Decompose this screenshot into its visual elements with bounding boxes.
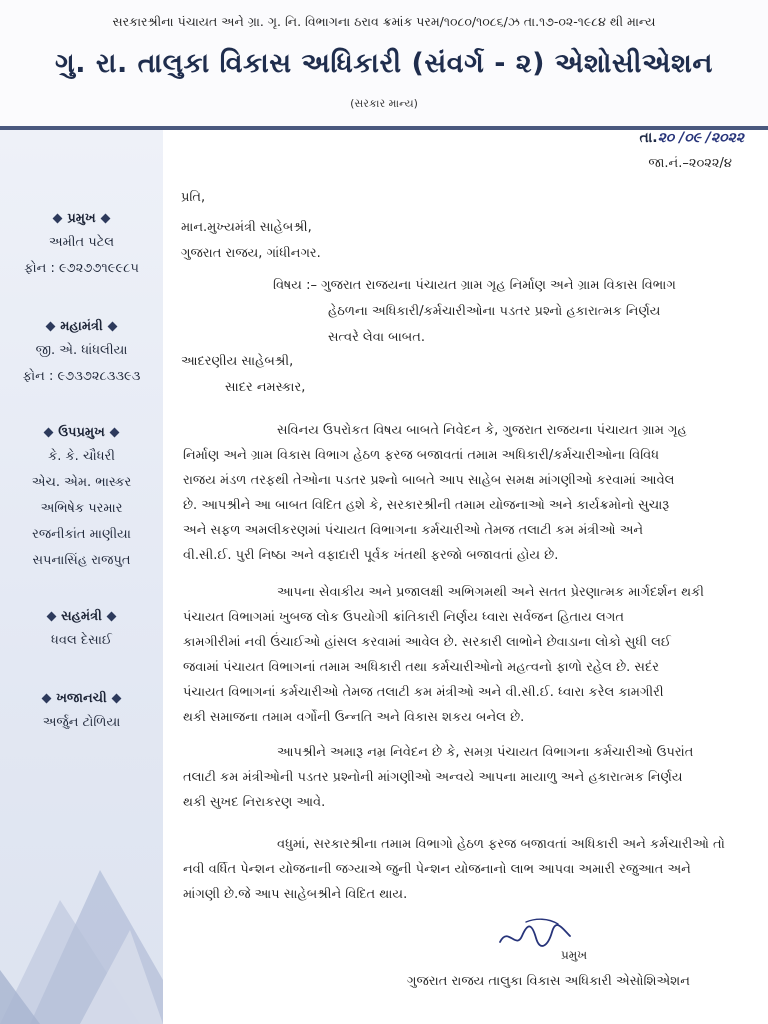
diamond-icon xyxy=(53,214,63,224)
paragraph-line: આપશ્રીને અમારૂ નમ્ર નિવેદન છે કે, સમગ્ર પંચાયત વિભાગના કર્મચારીઓ ઉપરાંત xyxy=(277,745,694,760)
recipient-prefix: પ્રતિ, xyxy=(181,190,206,205)
paragraph-1 xyxy=(183,418,753,568)
treasurer-block xyxy=(0,688,163,736)
paragraph-4 xyxy=(183,832,753,907)
association-title: ગુ. રા. તાલુકા વિકાસ અધિકારી (સંવર્ગ - ૨) એશોસીએશન xyxy=(55,48,713,79)
recognition-line: સરકારશ્રીના પંચાયત અને ગ્રા. ગૃ. નિ. વિભાગના ઠરાવ ક્રમાંક પરમ/૧૦૮૦/૧૦૮૬/ઝ તા.૧૭-૦૨-૧૯૮૪ થી માન્ય xyxy=(112,14,656,29)
letter-date: તા.૨૦ /૦૯ /૨૦૨૨ xyxy=(639,130,744,146)
vice-president-name: કે. કે. ચૌધરી xyxy=(48,449,115,464)
greeting: સાદર નમસ્કાર, xyxy=(225,380,306,395)
joint-secretary-block xyxy=(0,606,163,654)
letterhead xyxy=(0,0,768,130)
vice-president-name: રજનીકાંત માણીયા xyxy=(32,527,131,542)
diamond-icon xyxy=(106,612,116,622)
decorative-triangles xyxy=(0,770,163,1024)
paragraph-line: માંગણી છે.જે આપ સાહેબશ્રીને વિદિત થાય. xyxy=(183,887,408,902)
signatory-role: પ્રમુખ xyxy=(561,948,588,962)
recipient-title: માન.મુખ્યમંત્રી સાહેબશ્રી, xyxy=(181,220,312,235)
paragraph-line: તલાટી કમ મંત્રીઓની પડતર પ્રશ્નોની માંગણીઓ અન્વયે આપના માયાળુ અને હકારાત્મક નિર્ણય xyxy=(183,770,683,785)
vice-president-name: અભિષેક પરમાર xyxy=(40,501,123,516)
president-name: અમીત પટેલ xyxy=(48,235,115,250)
treasurer-role: ખજાનચી xyxy=(0,688,163,710)
paragraph-2 xyxy=(183,580,753,730)
president-phone: ફોન : ૯૭૨૭૭૧૯૯૮૫ xyxy=(24,261,139,276)
secretary-name: જી. એ. ધાંધલીયા xyxy=(35,343,128,358)
secretary-block xyxy=(0,316,163,390)
paragraph-line: થકી સુખદ નિરાકરણ આવે. xyxy=(183,795,326,810)
diamond-icon xyxy=(107,322,117,332)
diamond-icon xyxy=(109,428,119,438)
paragraph-line: જવામાં પંચાયત વિભાગનાં તમામ અધિકારી તથા કર્મચારીઓનો મહત્વનો ફાળો રહેલ છે. સદંર xyxy=(183,660,659,675)
vice-president-name: એચ. એમ. ભાસ્કર xyxy=(31,475,132,490)
president-block xyxy=(0,208,163,282)
diamond-icon xyxy=(46,322,56,332)
signatory-organization: ગુજરાત રાજય તાલુકા વિકાસ અધિકારી એસોશિએશન xyxy=(407,974,690,989)
paragraph-line: નિર્માણ અને ગ્રામ વિકાસ વિભાગ હેઠળ ફરજ બજાવતાં તમામ અધિકારી/કર્મચારીઓના વિવિધ xyxy=(183,448,660,463)
vice-president-block xyxy=(0,422,163,574)
paragraph-line: પંચાયત વિભાગનાં કર્મચારીઓ તેમજ તલાટી કમ મંત્રીઓ અને વી.સી.ઈ. ધ્વારા કરેલ કામગીરી xyxy=(183,685,664,700)
paragraph-line: થકી સમાજના તમામ વર્ગોની ઉન્નતિ અને વિકાસ શકય બનેલ છે. xyxy=(183,710,525,725)
diamond-icon xyxy=(42,694,52,704)
paragraph-line: કામગીરીમાં નવી ઉંચાઈઓ હાંસલ કરવામાં આવેલ છે. સરકારી લાભોને છેવાડાના લોકો સુધી લઈ xyxy=(183,635,671,650)
paragraph-line: રાજય મંડળ તરફથી તેઓના પડતર પ્રશ્નો બાબતે આપ સાહેબ સમક્ષ માંગણીઓ કરવામાં આવેલ xyxy=(183,473,675,488)
joint-secretary-role: સહમંત્રી xyxy=(0,606,163,628)
paragraph-line: વી.સી.ઈ. પુરી નિષ્ઠા અને વફાદારી પૂર્વક ખંતથી ફરજો બજાવતાં હોય છે. xyxy=(183,548,559,563)
office-bearers-sidebar xyxy=(0,130,163,1024)
recipient-address: ગુજરાત રાજય, ગાંધીનગર. xyxy=(181,246,321,261)
paragraph-3 xyxy=(183,740,753,815)
subject-line: હેઠળના અધિકારી/કર્મચારીઓના પડતર પ્રશ્નો હકારાત્મક નિર્ણય xyxy=(328,304,661,319)
paragraph-line: પંચાયત વિભાગમાં ખુબજ લોક ઉપયોગી ક્રાંતિકારી નિર્ણય ધ્વારા સર્વજન હિતાય લગત xyxy=(183,610,624,625)
secretary-role: મહામંત્રી xyxy=(0,316,163,338)
letter-reference-number: જા.નં.–૨૦૨૨/૪ xyxy=(648,156,732,171)
treasurer-name: અર્જુન ટોળિયા xyxy=(42,715,121,730)
vice-president-role: ઉપપ્રમુખ xyxy=(0,422,163,444)
association-subtitle: (સરકાર માન્ય) xyxy=(350,97,418,110)
secretary-phone: ફોન : ૯૭૩૭૨૮૩૩૯૩ xyxy=(22,369,141,384)
paragraph-line: નવી વર્ધિત પેન્શન યોજનાની જગ્યાએ જુની પેન્શન યોજનાનો લાભ આપવા અમારી રજુઆત અને xyxy=(183,862,691,877)
salutation: આદરણીય સાહેબશ્રી, xyxy=(181,354,294,369)
paragraph-line: અને સફળ અમલીકરણમાં પંચાયત વિભાગના કર્મચારીઓ તેમજ તલાટી કમ મંત્રીઓ અને xyxy=(183,523,644,538)
paragraph-line: છે. આપશ્રીને આ બાબત વિદિત હશે કે, સરકારશ્રીની તમામ યોજનાઓ અને કાર્યક્રમોનો સુચારૂ xyxy=(183,498,670,513)
paragraph-line: વધુમાં, સરકારશ્રીના તમામ વિભાગો હેઠળ ફરજ બજાવતાં અધિકારી અને કર્મચારીઓ તો xyxy=(277,837,725,852)
vice-president-name: સપનાસિંહ રાજપુત xyxy=(32,553,131,568)
diamond-icon xyxy=(47,612,57,622)
paragraph-line: આપના સેવાકીય અને પ્રજાલક્ષી અભિગમથી અને સતત પ્રેરણાત્મક માર્ગદર્શન થકી xyxy=(277,585,705,600)
joint-secretary-name: ધવલ દેસાઈ xyxy=(51,633,112,648)
letter-body xyxy=(163,130,768,1024)
paragraph-line: સવિનય ઉપરોકત વિષય બાબતે નિવેદન કે, ગુજરાત રાજયના પંચાયત ગ્રામ ગૃહ xyxy=(277,423,687,438)
subject-line: વિષય :– ગુજરાત રાજયના પંચાયત ગ્રામ ગૃહ નિર્માણ અને ગ્રામ વિકાસ વિભાગ xyxy=(273,278,676,293)
subject-line: સત્વરે લેવા બાબત. xyxy=(328,330,425,345)
diamond-icon xyxy=(100,214,110,224)
president-role: પ્રમુખ xyxy=(0,208,163,230)
diamond-icon xyxy=(111,694,121,704)
diamond-icon xyxy=(44,428,54,438)
